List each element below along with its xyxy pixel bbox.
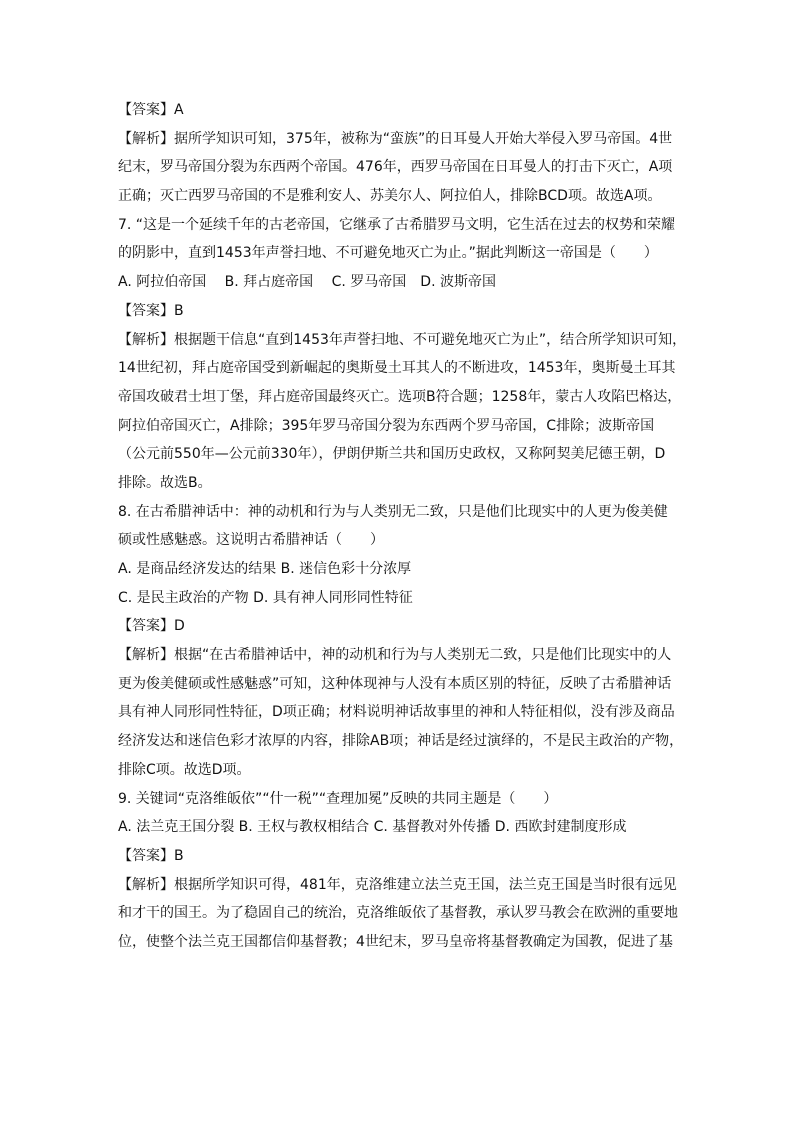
text-line: 正确；灭亡西罗马帝国的不是雅利安人、苏美尔人、阿拉伯人，排除BCD项。故选A项。 xyxy=(118,188,662,205)
text-line: 更为俊美健硕或性感魅惑”可知，这种体现神与人没有本质区别的特征，反映了古希腊神话 xyxy=(118,675,672,692)
document-page xyxy=(118,96,687,957)
text-line: 【解析】根据题干信息“直到1453年声誉扫地、不可避免地灭亡为止”，结合所学知识可知， xyxy=(118,331,687,348)
answer-label: 【答案】D xyxy=(118,618,185,635)
text-line: 排除C项。故选D项。 xyxy=(118,761,251,778)
text-line: 帝国攻破君士坦丁堡，拜占庭帝国最终灭亡。选项B符合题；1258年，蒙古人攻陷巴格达， xyxy=(118,388,682,405)
text-line: 经济发达和迷信色彩才浓厚的内容，排除AB项；神话是经过演绎的，不是民主政治的产物， xyxy=(118,733,684,750)
text-line: 阿拉伯帝国灭亡，A排除；395年罗马帝国分裂为东西两个罗马帝国，C排除；波斯帝国 xyxy=(118,417,655,434)
text-line: 具有神人同形同性特征，D项正确；材料说明神话故事里的神和人特征相似，没有涉及商品 xyxy=(118,704,675,721)
text-line: 和才干的国王。为了稳固自己的统治，克洛维皈依了基督教，承认罗马教会在欧洲的重要地 xyxy=(118,905,678,922)
text-line: 【答案】A xyxy=(118,102,184,118)
text-line: （公元前550年—公元前330年），伊朗伊斯兰共和国历史政权，又称阿契美尼德王朝，D xyxy=(118,446,666,463)
text-line: 【解析】根据所学知识可得，481年，克洛维建立法兰克王国，法兰克王国是当时很有远见 xyxy=(118,876,677,893)
question-8-options-cd: C. 是民主政治的产物 D. 具有神人同形同性特征 xyxy=(118,589,413,606)
question-8-stem: 8. 在古希腊神话中：神的动机和行为与人类别无二致，只是他们比现实中的人更为俊美健 xyxy=(118,503,668,520)
text-line: 的阴影中，直到1453年声誉扫地、不可避免地灭亡为止。”据此判断这一帝国是（ ） xyxy=(118,245,658,262)
text-line: 排除。故选B。 xyxy=(118,474,212,491)
question-9-stem: 9. 关键词“克洛维皈依”“什一税”“查理加冕”反映的共同主题是（ ） xyxy=(118,790,558,807)
text-line: 位，使整个法兰克王国都信仰基督教；4世纪末，罗马皇帝将基督教确定为国教，促进了基 xyxy=(118,933,673,950)
text-line: 14世纪初，拜占庭帝国受到新崛起的奥斯曼土耳其人的不断进攻，1453年，奥斯曼土耳其 xyxy=(118,360,676,377)
question-7-stem: 7. “这是一个延续千年的古老帝国，它继承了古希腊罗马文明，它生活在过去的权势和荣耀 xyxy=(118,216,676,233)
answer-label: 【答案】B xyxy=(118,847,184,864)
question-7-options: A. 阿拉伯帝国 B. 拜占庭帝国 C. 罗马帝国 D. 波斯帝国 xyxy=(118,274,496,291)
answer-label: 【答案】B xyxy=(118,302,184,319)
text-line: 【解析】据所学知识可知，375年，被称为“蛮族”的日耳曼人开始大举侵入罗马帝国。4世 xyxy=(118,130,673,147)
question-9-options: A. 法兰克王国分裂 B. 王权与教权相结合 C. 基督教对外传播 D. 西欧封建制度形成 xyxy=(118,819,627,836)
text-line: 纪末，罗马帝国分裂为东西两个帝国。476年，西罗马帝国在日耳曼人的打击下灭亡，A项 xyxy=(118,159,673,176)
text-line: 【解析】根据“在古希腊神话中，神的动机和行为与人类别无二致，只是他们比现实中的人 xyxy=(118,647,672,664)
question-8-options-ab: A. 是商品经济发达的结果 B. 迷信色彩十分浓厚 xyxy=(118,561,412,577)
text-line: 硕或性感魅惑。这说明古希腊神话（ ） xyxy=(118,532,384,549)
